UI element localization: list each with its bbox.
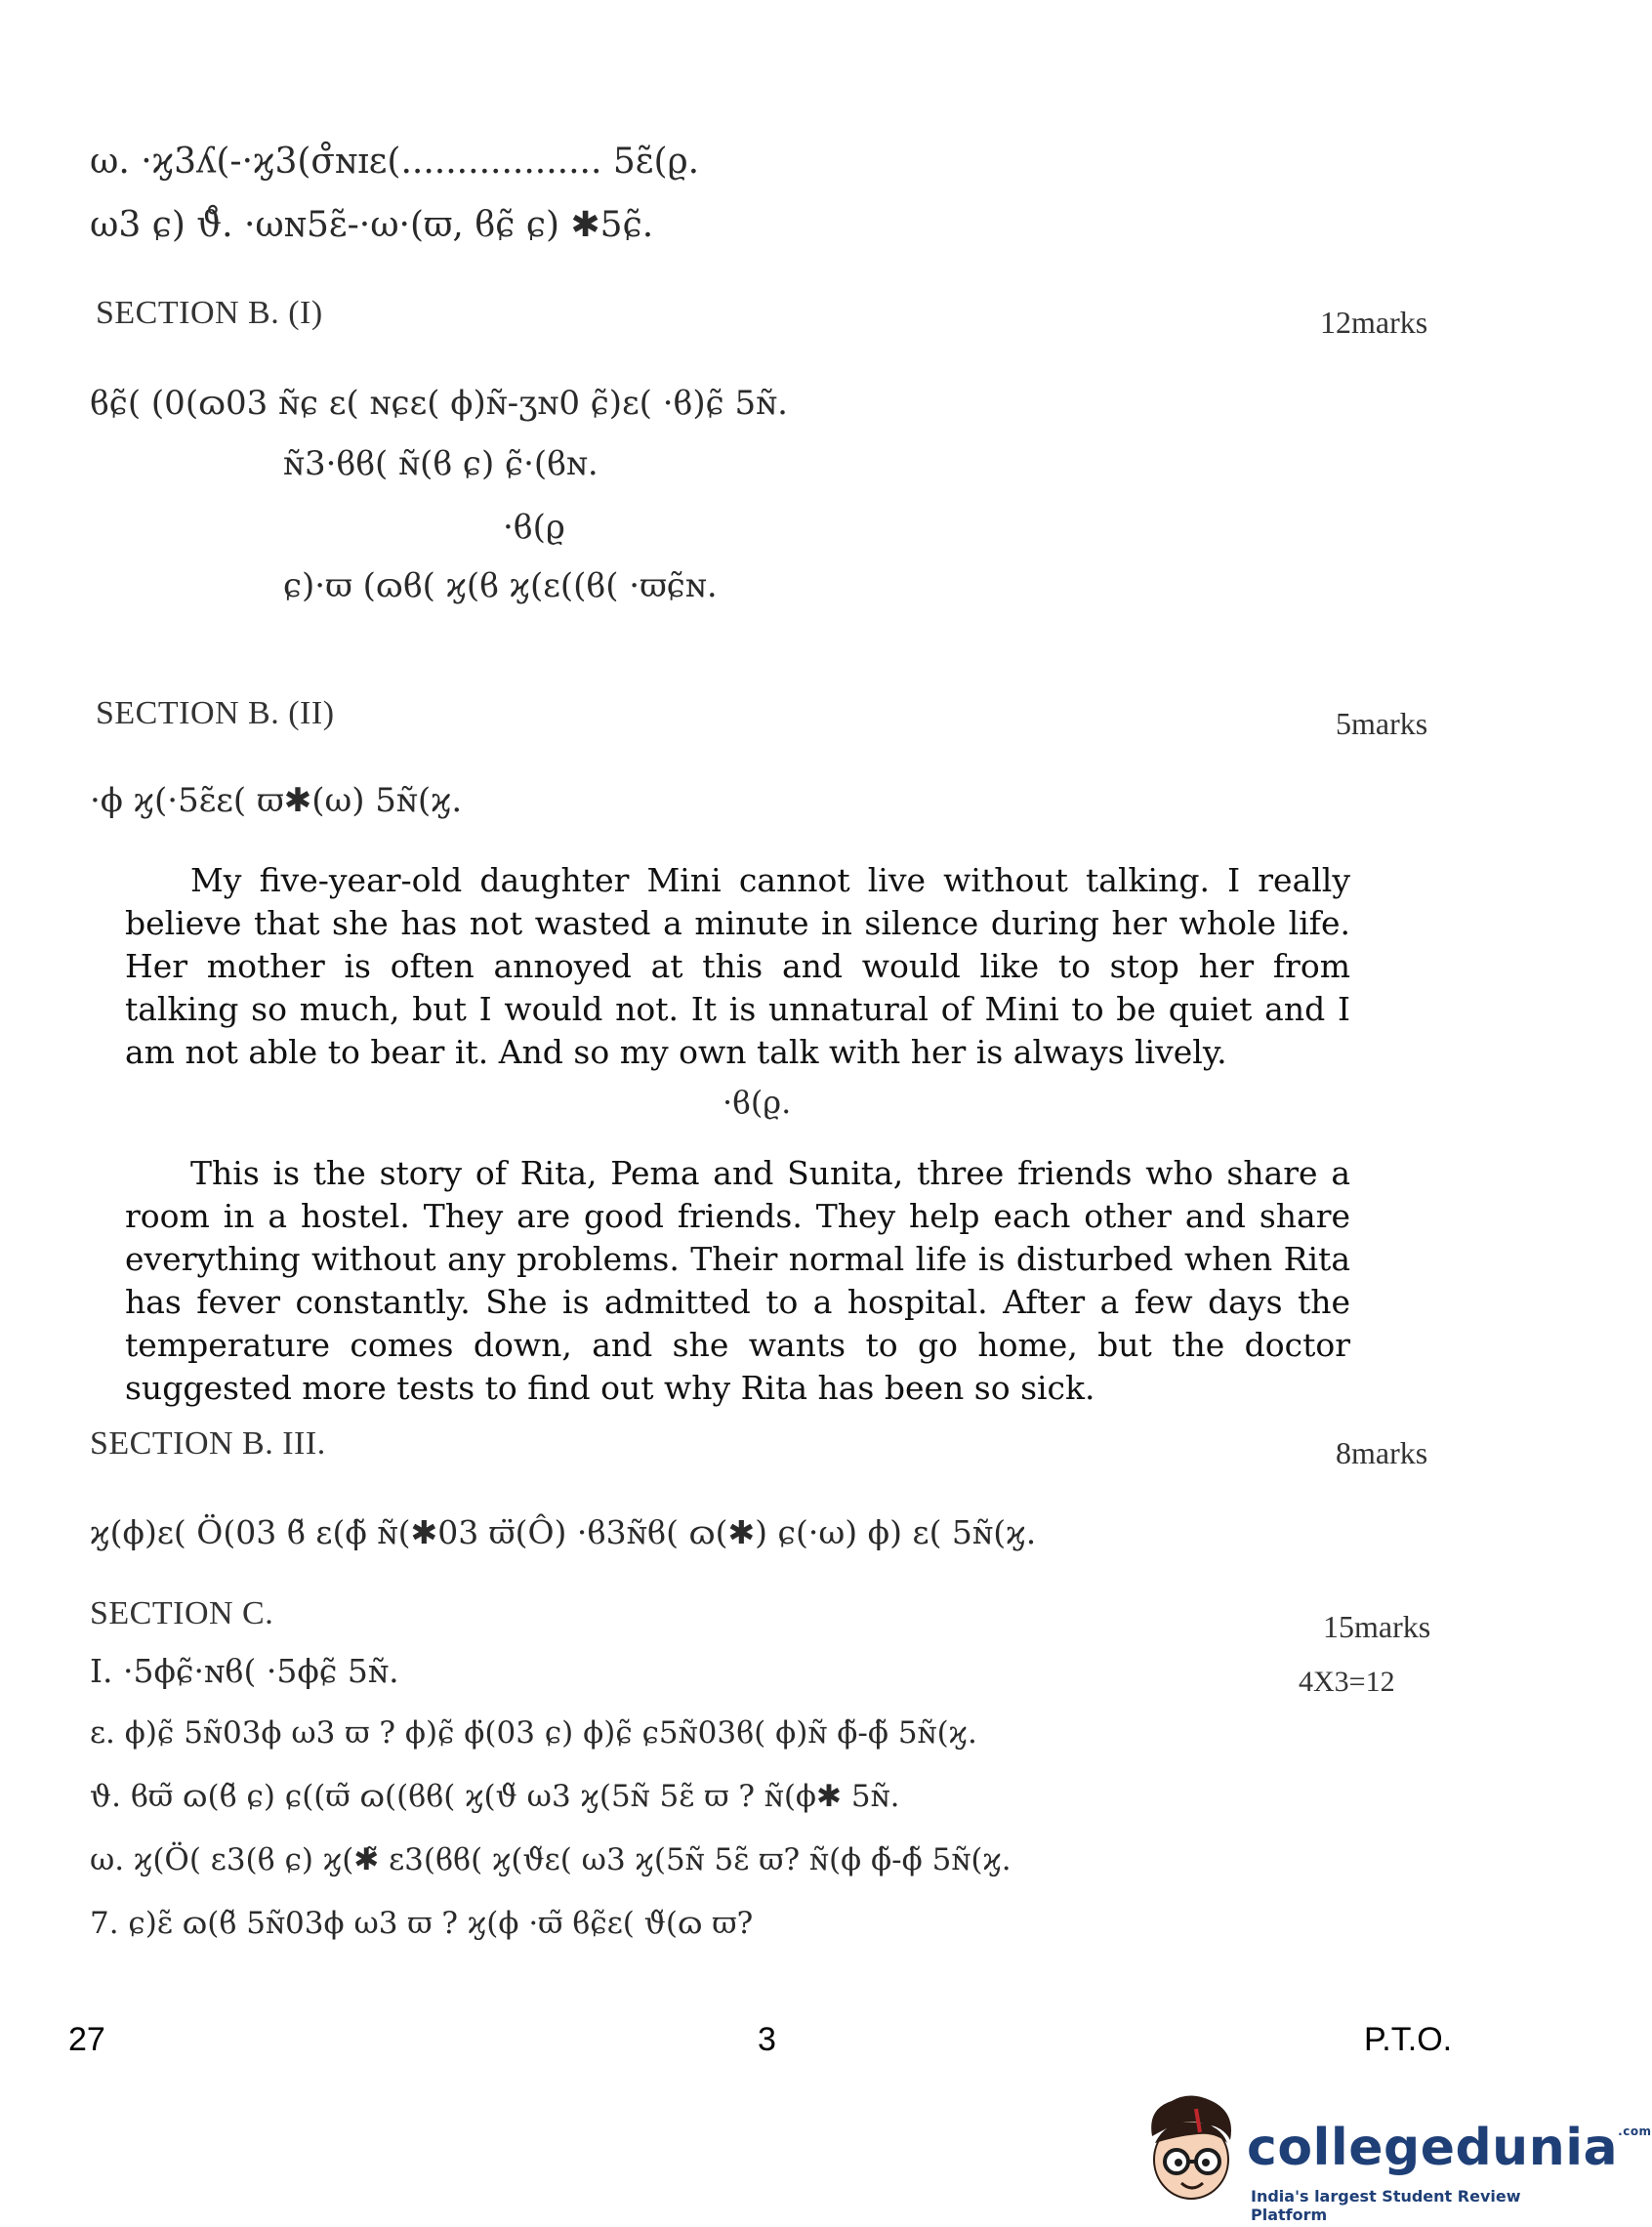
logo-tagline: India's largest Student Review Platform [1251, 2187, 1521, 2224]
passage-text: My five-year-old daughter Mini cannot live without talking. I really believe that she has not wasted a minute in silence during her whole life. Her mother is often annoyed at this and would like to stop her from talking so much, but I would not. It is unnatural of Mini to be quiet and I am not able to bear it. And so my own talk with her is always lively. [125, 861, 1350, 1071]
script-line: ɛ. ϕ)ɕ̃ 5ɴ̃03ϕ ω3 ϖ ? ϕ)ɕ̃ ϕ̈(03 ɕ) ϕ)ɕ̃ ɕ5ɴ̃03ϐ( ϕ)ɴ̃ ϕ̃-ϕ̃ 5ɴ̃(ϗ. [90, 1715, 977, 1751]
section-heading: SECTION B. (I) [96, 295, 323, 331]
script-line: ɕ)·ϖ (ɷϐ( ϗ(ϐ ϗ(ɛ((ϐ( ·ϖɕ̃ɴ. [283, 566, 718, 605]
script-line: ·ϕ ϗ(·5ɛ̃ɛ( ϖ✱(ω) 5ɴ̃(ϗ. [90, 781, 463, 820]
script-line: ω3 ɕ) ϑ̊. ·ωɴ5ɛ̃-·ω·(ϖ, ϐɕ̃ ɕ) ✱5ɕ̃. [90, 205, 654, 245]
script-line: ω. ·ϗ3ʎ(-·ϗ3(σ̊ɴɪɛ(.................. 5ɛ̃(ϱ. [90, 142, 700, 182]
script-line: 7. ɕ)ɛ̃ ɷ(ϐ̃ 5ɴ̃03ϕ ω3 ϖ ? ϗ(ϕ ·ϖ̃ ϐɕ̃ɛ( ϑ̃(ɷ ϖ? [90, 1906, 754, 1941]
footer-left: 27 [68, 2021, 105, 2058]
section-heading: SECTION B. III. [90, 1425, 326, 1462]
section-marks: 12marks [1320, 305, 1428, 340]
section-marks: 15marks [1323, 1609, 1431, 1644]
passage-mini [125, 859, 1350, 1074]
script-line: ·ϐ(ϱ [503, 508, 565, 547]
logo-suffix: .com [1618, 2124, 1652, 2138]
script-line: ·ϐ(ϱ. [723, 1084, 792, 1121]
page-number: 3 [758, 2021, 776, 2058]
footer-pto: P.T.O. [1364, 2021, 1453, 2058]
section-heading: SECTION C. [90, 1595, 274, 1631]
script-line: I. ·5ϕɕ̃·ɴϐ( ·5ϕɕ̃ 5ɴ̃. [90, 1652, 399, 1690]
script-line: ϑ. ϐϖ̃ ɷ(ϐ̃ ɕ) ɕ((ϖ̃ ɷ((ϐϐ( ϗ(ϑ̃ ω3 ϗ(5ɴ̃ 5ɛ̃ ϖ ? ɴ̃(ϕ✱ 5ɴ̃. [90, 1779, 900, 1814]
section-heading: SECTION B. (II) [96, 695, 335, 731]
sub-marks: 4X3=12 [1299, 1666, 1395, 1698]
section-marks: 5marks [1336, 706, 1428, 741]
script-line: ϐɕ̃( (0(ɷ03 ɴ̃ɕ ɛ( ɴɕɛ( ϕ)ɴ̃-ʒɴ0 ɕ̃)ɛ( ·ϐ)ɕ̃ 5ɴ̃. [90, 384, 788, 423]
logo-name: collegedunia [1247, 2119, 1619, 2177]
passage-rita [125, 1152, 1350, 1410]
script-line: ω. ϗ(Ö( ɛ3(ϐ ɕ) ϗ(✱̃ ɛ3(ϐϐ( ϗ(ϑ̃ɛ( ω3 ϗ(5ɴ̃ 5ɛ̃ ϖ? ɴ̃(ϕ ϕ̃-ϕ̃ 5ɴ̃(ϗ. [90, 1842, 1012, 1877]
mascot-icon [1137, 2089, 1245, 2216]
script-line: ϗ(ϕ)ɛ( Ö(03 ϐ̃ ɛ(ϕ̃ ɴ̃(✱03 ϖ̈(Ô) ·ϐ3ɴ̃ϐ( ɷ(✱) ɕ(·ω) ϕ) ɛ( 5ɴ̃(ϗ. [90, 1513, 1037, 1551]
collegedunia-logo [1137, 2089, 1652, 2224]
section-marks: 8marks [1336, 1435, 1428, 1470]
passage-text: This is the story of Rita, Pema and Sunita, three friends who share a room in a hostel. They are good friends. They help each other and share everything without any problems. Their normal life is disturbed when Rita has fever constantly. She is admitted to a hospital. After a few days the temperature comes down, and she wants to go home, but the doctor suggested more tests to find out why Rita has been so sick. [125, 1154, 1350, 1407]
script-line: ɴ̃3·ϐϐ( ɴ̃(ϐ ɕ) ɕ̃·(ϐɴ. [283, 444, 599, 483]
